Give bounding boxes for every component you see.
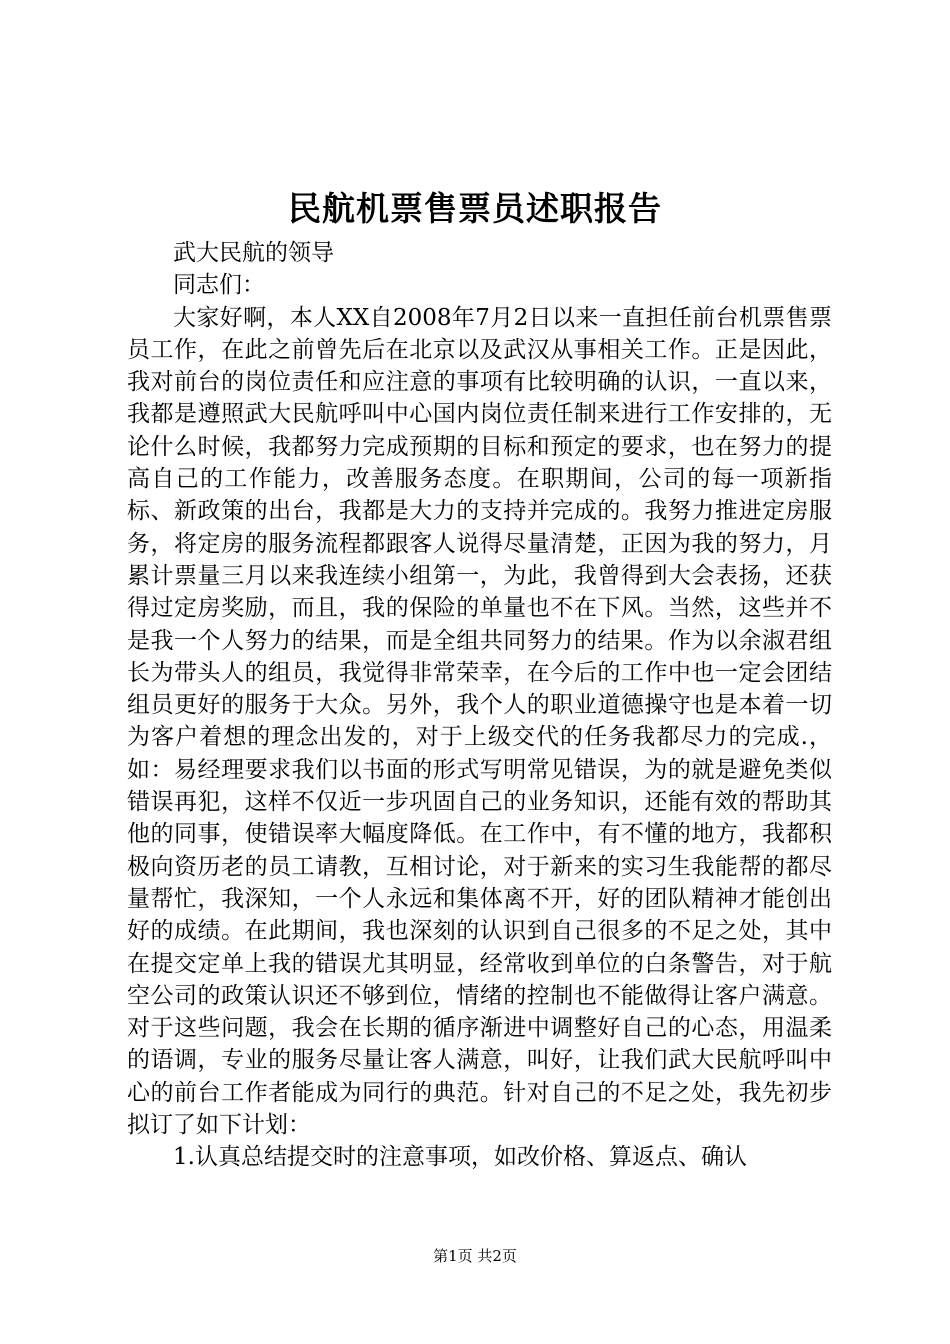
document-body xyxy=(127,237,832,1174)
salutation-line: 武大民航的领导 xyxy=(173,240,334,266)
page-footer: 第1页 共2页 xyxy=(433,1247,517,1265)
salutation-line: 同志们： xyxy=(173,272,265,299)
document-title: 民航机票售票员述职报告 xyxy=(288,189,662,228)
body-paragraph: 大家好啊，本人XX自2008年7月2日以来一直担任前台机票售票员工作，在此之前曾先后在北京以及武汉从事相关工作。正是因此，我对前台的岗位责任和应注意的事项有比较明确的认识，一直以来，我都是遵照武大民航呼叫中心国内岗位责任制来进行工作安排的，无论什么时候，我都努力完成预期的目标和预定的要求，也在努力的提高自己的工作能力，改善服务态度。在职期间，公司的每一项新指标、新政策的出台，我都是大力的支持并完成的。我努力推进定房服务，将定房的服务流程都跟客人说得尽量清楚，正因为我的努力，月累计票量三月以来我连续小组第一，为此，我曾得到大会表扬，还获得过定房奖励，而且，我的保险的单量也不在下风。当然，这些并不是我一个人努力的结果，而是全组共同努力的结果。作为以余淑君组长为带头人的组员，我觉得非常荣幸，在今后的工作中也一定会团结组员更好的服务于大众。另外，我个人的职业道德操守也是本着一切为客户着想的理念出发的，对于上级交代的任务我都尽力的完成.，如：易经理要求我们以书面的形式写明常见错误，为的就是避免类似错误再犯，这样不仅近一步巩固自己的业务知识，还能有效的帮助其他的同事，使错误率大幅度降低。在工作中，有不懂的地方，我都积极向资历老的员工请教，互相讨论，对于新来的实习生我能帮的都尽量帮忙，我深知，一个人永远和集体离不开，好的团队精神才能创出好的成绩。在此期间，我也深刻的认识到自己很多的不足之处，其中在提交定单上我的错误尤其明显，经常收到单位的白条警告，对于航空公司的政策认识还不够到位，情绪的控制也不能做得让客户满意。对于这些问题，我会在长期的循序渐进中调整好自己的心态，用温柔的语调，专业的服务尽量让客人满意，叫好，让我们武大民航呼叫中心的前台工作者能成为同行的典范。针对自己的不足之处，我先初步拟订了如下计划： xyxy=(127,304,832,1139)
body-paragraph: 1.认真总结提交时的注意事项，如改价格、算返点、确认 xyxy=(173,1144,747,1171)
